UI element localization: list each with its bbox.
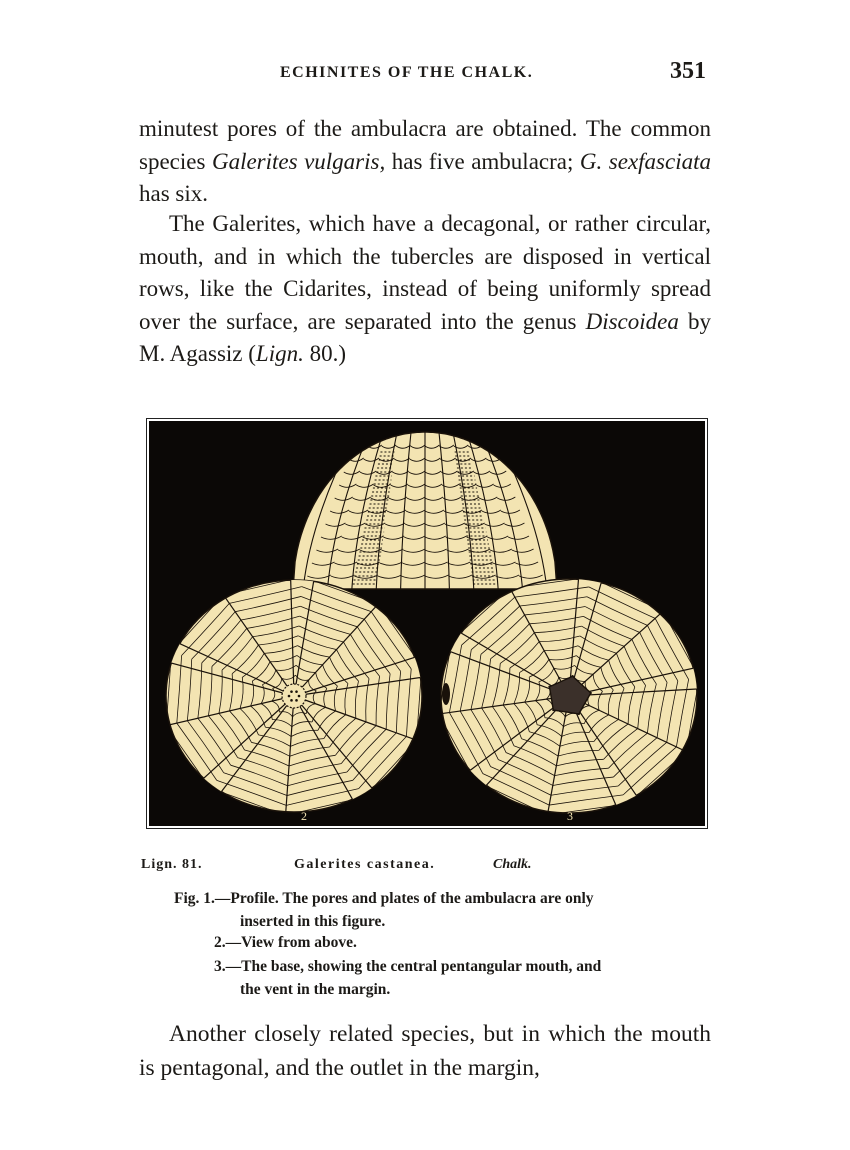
paragraph-2-italic-lign: Lign. [255,341,304,366]
paragraph-2-text-e: 80.) [303,341,347,366]
echinoid-illustration [149,421,705,826]
apical-disc [282,684,306,708]
paragraph-1-text-e: has six. [139,181,208,206]
figure-label: Lign. 81. [141,857,203,872]
caption-fig-3-line-1: 3.—The base, showing the central pentangular mouth, and [214,958,602,975]
paragraph-3 [139,1017,711,1085]
caption-fig-3-line-2: the vent in the margin. [240,980,391,998]
caption-fig-1-line-1: Fig. 1.—Profile. The pores and plates of the ambulacra are only [174,890,594,907]
figure-engraving [146,418,708,829]
paragraph-2-text-c: by M. Agassiz ( [139,308,712,366]
caption-fig-1 [174,888,704,933]
paragraph-2-italic-discoidea: Discoidea [585,308,679,334]
genital-pore [298,695,301,698]
figure-number-2: 2 [301,809,307,823]
genital-pore [290,699,293,702]
paragraph-1-italic-g-sexfasciata: G. sexfasciata [579,148,711,174]
caption-fig-2-line-1: 2.—View from above. [214,934,357,951]
genital-pore [295,699,298,702]
paragraph-1-text-a: minutest pores of the ambulacra are obtained. The common species [139,116,711,174]
page-number: 351 [670,58,706,84]
paragraph-3-text: Another closely related species, but in which the mouth is pentagonal, and the outlet in the margin, [139,1021,711,1081]
genital-pore [295,690,298,693]
paragraph-1-italic-galerites-vulgaris: Galerites vulgaris, [211,148,386,174]
marginal-vent [442,683,450,705]
genital-pore [288,695,291,698]
running-head: ECHINITES OF THE CHALK. [280,64,534,81]
page-header [140,58,710,92]
caption-fig-1-line-2: inserted in this figure. [240,912,386,930]
figure-number-3: 3 [567,809,573,823]
caption-fig-3 [214,956,744,1001]
paragraph-2 [139,208,711,371]
figure-locality: Chalk. [493,857,532,872]
paragraph-1-text-c: has five ambulacra; [385,148,580,174]
caption-fig-2 [214,932,744,955]
paragraph-1 [139,113,711,211]
paragraph-2-text-a: The Galerites, which have a decagonal, or rather circular, mouth, and in which the tubercles are disposed in vertical rows, like the Cidarites, instead of being uniformly spread over the surface, are separated into the genus [139,211,711,334]
figure-species-name: Galerites castanea. [294,857,436,872]
genital-pore [290,690,293,693]
